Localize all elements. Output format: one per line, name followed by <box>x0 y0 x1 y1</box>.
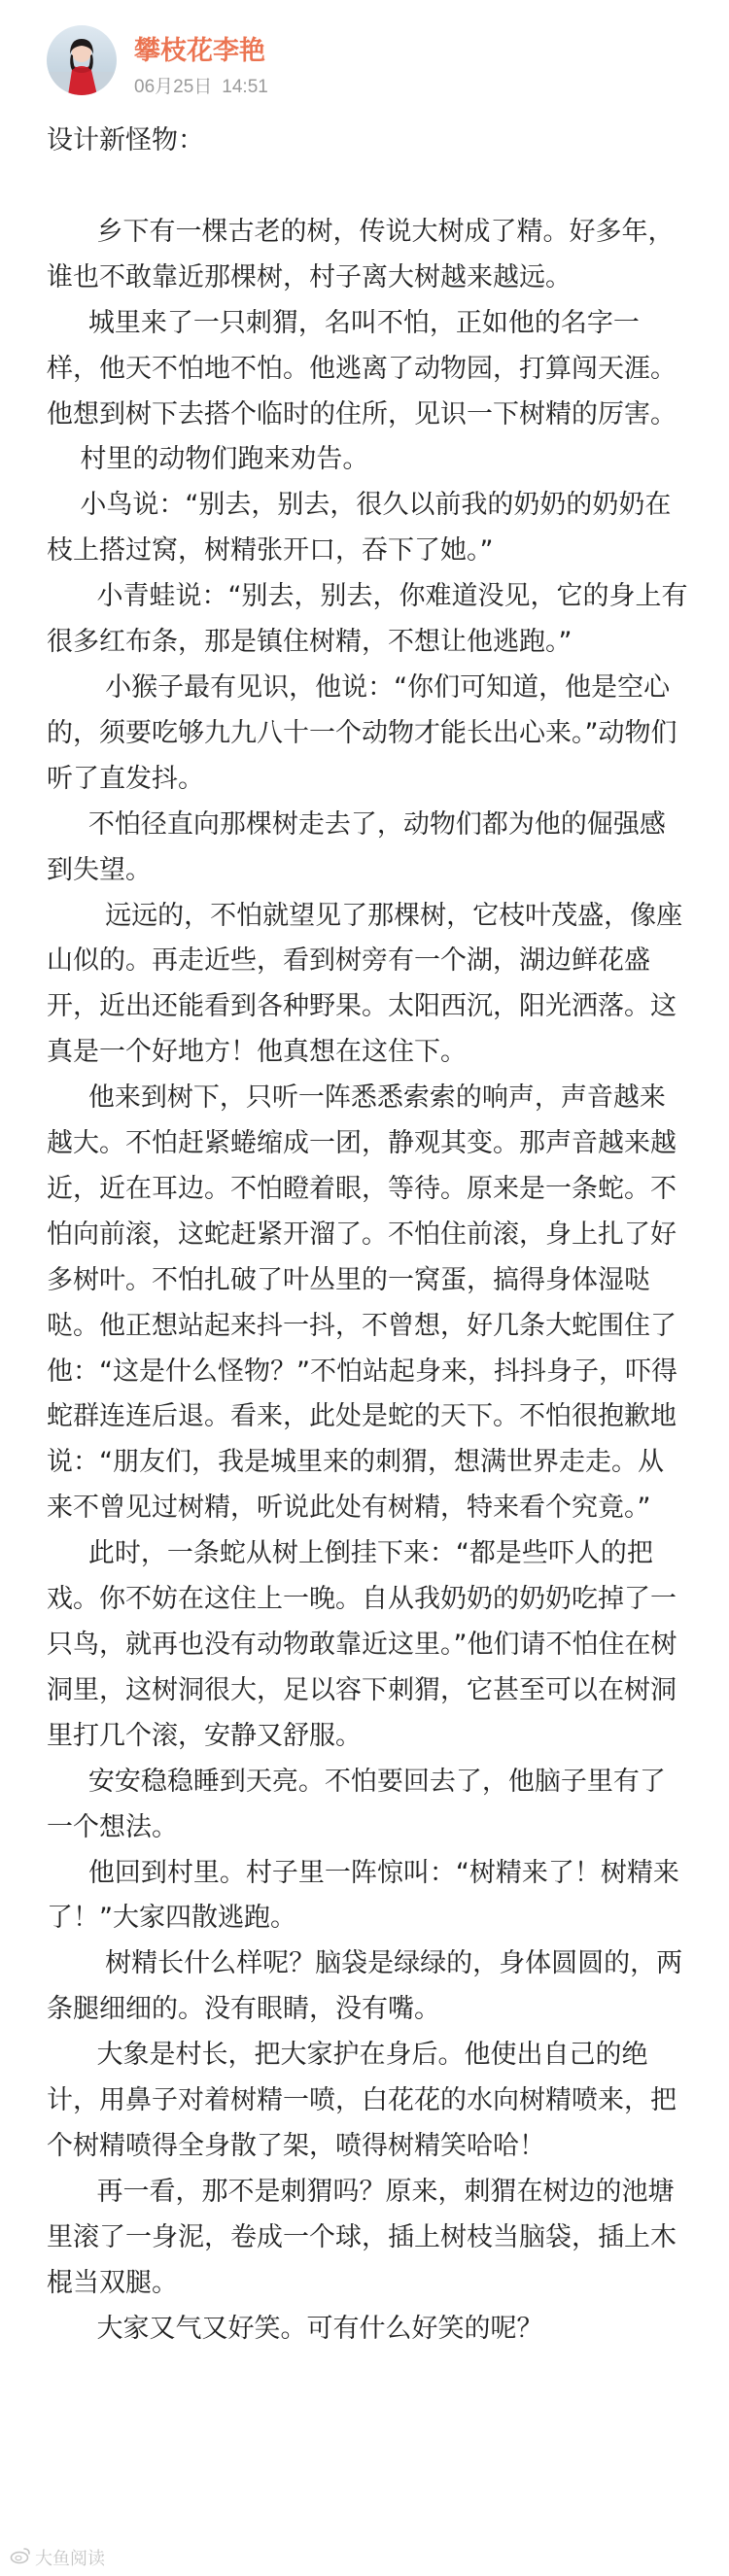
paragraph: 小猴子最有见识，他说：“你们可知道，他是空心的，须要吃够九九八十一个动物才能长出心来。”动物们听了直发抖。 <box>47 671 677 794</box>
watermark <box>10 2545 105 2570</box>
paragraph: 他回到村里。村子里一阵惊叫：“树精来了！树精来了！”大家四散逃跑。 <box>47 1857 679 1934</box>
post-header <box>47 23 710 101</box>
paragraph: 树精长什么样呢？脑袋是绿绿的，身体圆圆的，两条腿细细的。没有眼睛，没有嘴。 <box>47 1948 683 2025</box>
paragraph: 村里的动物们跑来劝告。 <box>47 444 369 475</box>
paragraph: 再一看，那不是刺猬吗？原来，刺猬在树边的池塘里滚了一身泥，卷成一个球，插上树枝当脑袋，插上木棍当双腿。 <box>47 2176 677 2298</box>
paragraph: 此时，一条蛇从树上倒挂下来：“都是些吓人的把戏。你不妨在这住上一晚。自从我奶奶的奶奶吃掉了一只鸟，就再也没有动物敢靠近这里。”他们请不怕住在树洞里，这树洞很大，足以容下刺猬，它甚至可以在树洞里打几个滚，安静又舒服。 <box>47 1538 677 1751</box>
post-body <box>47 119 688 2353</box>
weibo-logo-icon <box>10 2547 31 2569</box>
post-time: 14:51 <box>222 77 268 97</box>
paragraph: 城里来了一只刺猬，名叫不怕，正如他的名字一样，他天不怕地不怕。他逃离了动物园，打算闯天涯。他想到树下去搭个临时的住所，见识一下树精的厉害。 <box>47 307 677 429</box>
paragraph: 大家又气又好笑。可有什么好笑的呢？ <box>47 2313 543 2344</box>
paragraph: 小鸟说：“别去，别去，很久以前我的奶奶的奶奶在枝上搭过窝，树精张开口，吞下了她。” <box>47 490 672 567</box>
post-title: 设计新怪物： <box>47 125 204 155</box>
avatar[interactable] <box>47 25 117 95</box>
watermark-text: 大鱼阅读 <box>35 2549 105 2569</box>
paragraph: 小青蛙说：“别去，别去，你难道没见，它的身上有很多红布条，那是镇住树精，不想让他逃跑。” <box>47 581 688 658</box>
paragraph: 不怕径直向那棵树走去了，动物们都为他的倔强感到失望。 <box>47 808 666 885</box>
avatar-photo-icon <box>47 25 117 95</box>
paragraph: 远远的，不怕就望见了那棵树，它枝叶茂盛，像座山似的。再走近些，看到树旁有一个湖，湖边鲜花盛开，近出还能看到各种野果。太阳西沉，阳光洒落。这真是一个好地方！他真想在这住下。 <box>47 900 683 1068</box>
post-timestamp <box>134 72 268 98</box>
post-date: 06月25日 <box>134 77 213 97</box>
paragraph: 他来到树下，只听一阵悉悉索索的响声，声音越来越大。不怕赶紧蜷缩成一团，静观其变。那声音越来越近，近在耳边。不怕瞪着眼，等待。原来是一条蛇。不怕向前滚，这蛇赶紧开溜了。不怕住前滚，身上扎了好多树叶。不怕扎破了叶丛里的一窝蛋，搞得身体湿哒哒。他正想站起来抖一抖，不曾想，好几条大蛇围住了他：“这是什么怪物？”不怕站起身来，抖抖身子，吓得蛇群连连后退。看来，此处是蛇的天下。不怕很抱歉地说：“朋友们，我是城里来的刺猬，想满世界走走。从来不曾见过树精，听说此处有树精，特来看个究竟。” <box>47 1082 677 1524</box>
author-name[interactable]: 攀枝花李艳 <box>134 36 265 66</box>
paragraph: 乡下有一棵古老的树，传说大树成了精。好多年，谁也不敢靠近那棵树，村子离大树越来越远。 <box>47 216 675 292</box>
paragraph: 安安稳稳睡到天亮。不怕要回去了，他脑子里有了一个想法。 <box>47 1766 666 1842</box>
paragraph: 大象是村长，把大家护在身后。他使出自己的绝计，用鼻子对着树精一喷，白花花的水向树精喷来，把个树精喷得全身散了架，喷得树精笑哈哈！ <box>47 2040 677 2161</box>
